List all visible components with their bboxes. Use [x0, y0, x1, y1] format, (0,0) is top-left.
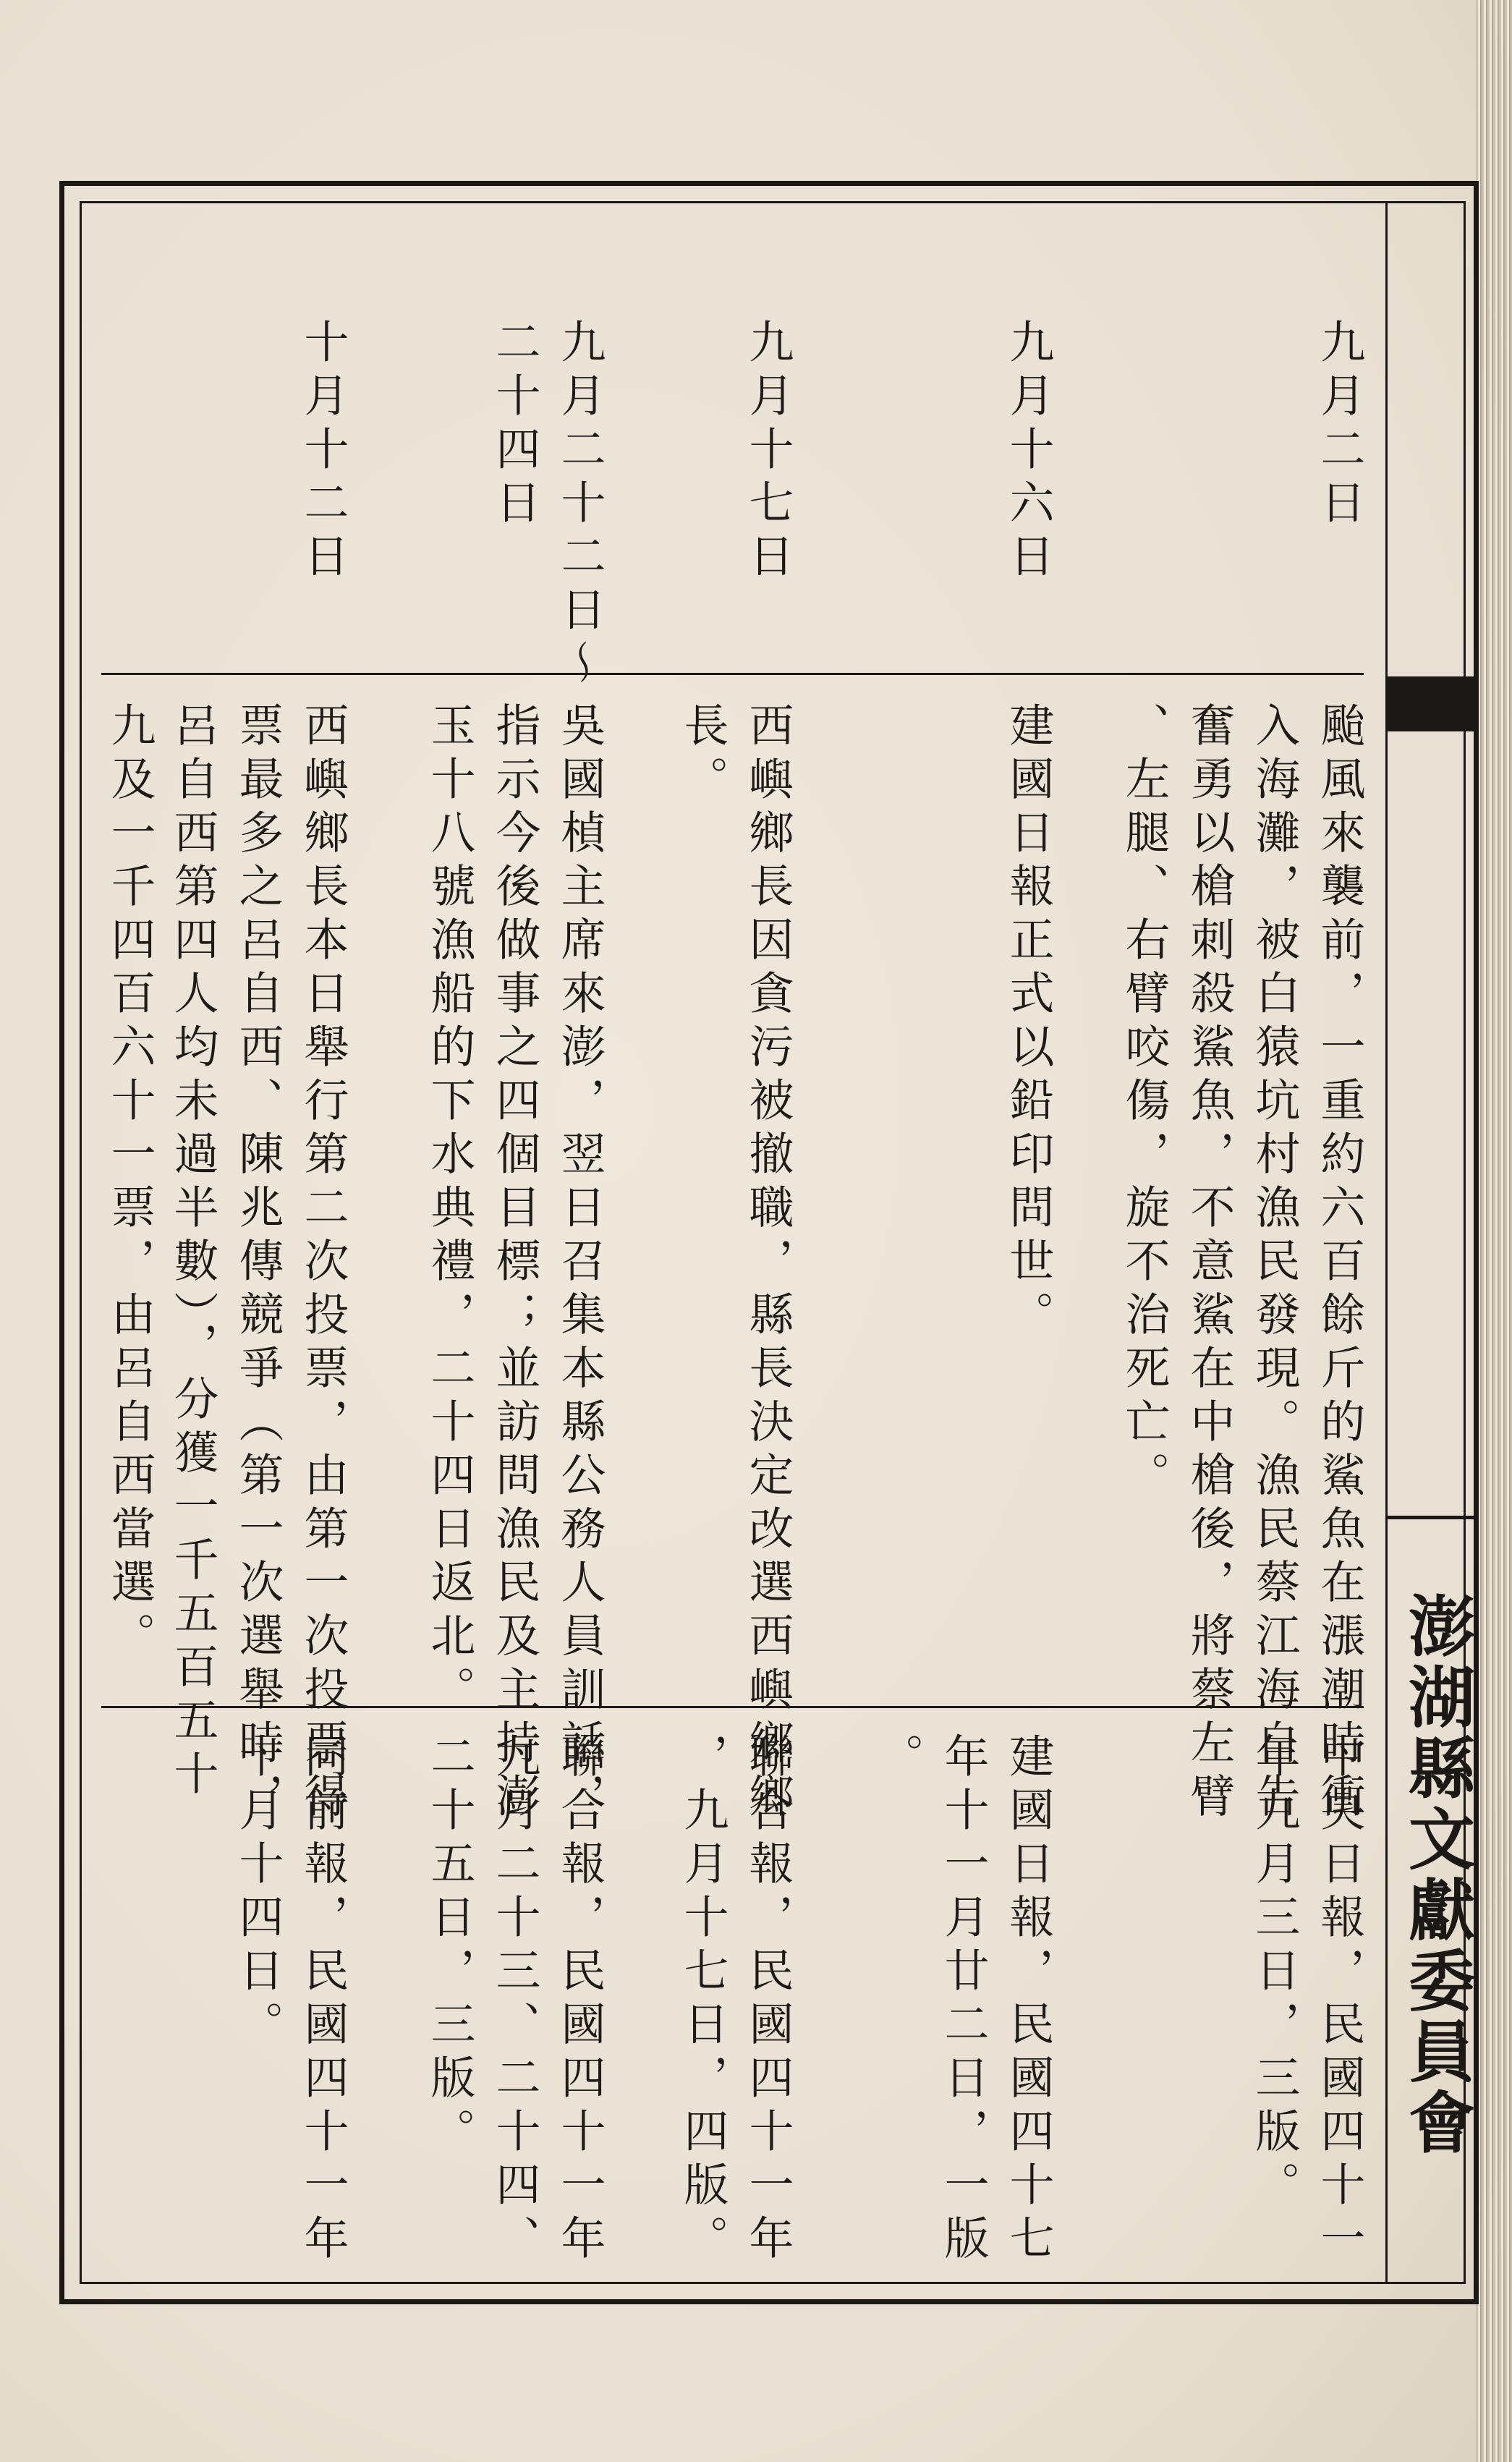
entry-source-line: ，九月十七日，四版。 — [676, 1733, 729, 2268]
entry-date: 九月二日 — [1313, 318, 1366, 532]
entry-date: 九月十六日 — [1002, 318, 1055, 586]
entry-source-line: 。 — [872, 1733, 925, 1786]
entry-date: 九月十七日 — [742, 318, 794, 586]
entry-text-line: 玉十八號漁船的下水典禮，二十四日返北。 — [423, 702, 476, 1719]
entry-text-line: 呂自西第四人均未過半數），分獲一千五百五十 — [166, 702, 219, 1804]
book-fore-edge — [1476, 0, 1512, 2462]
entry-text-line: 建國日報正式以鉛印問世。 — [1002, 702, 1055, 1344]
spine-divider — [1385, 201, 1388, 2284]
entry-source-line: 建國日報，民國四十七 — [1002, 1733, 1055, 2268]
entry-source-line: 聯合報，民國四十一年 — [742, 1733, 794, 2268]
entry-source-line: 年十一月廿二日，一版 — [937, 1733, 990, 2268]
entry-text-line: 吳國楨主席來澎，翌日召集本縣公務人員訓話， — [553, 702, 606, 1826]
entry-date: 九月二十二日～ — [553, 318, 606, 693]
entry-source-line: 年九月三日，三版。 — [1248, 1733, 1301, 2215]
entry-source-line: 聯合報，民國四十一年 — [553, 1733, 606, 2268]
spine-band — [1388, 676, 1479, 731]
entry-text-line: 九及一千四百六十一票，由呂自西當選。 — [103, 702, 156, 1665]
spine-title: 澎湖縣文獻委員會 — [1398, 1592, 1476, 2159]
entry-source-line: 九月二十三、二十四、 — [488, 1733, 541, 2268]
entry-date: 二十四日 — [488, 318, 541, 532]
entry-text-line: 指示今後做事之四個目標；並訪問漁民及主持澎 — [488, 702, 541, 1826]
entry-text-line: 西嶼鄉長本日舉行第二次投票，由第一次投票得 — [297, 702, 349, 1826]
entry-text-line: 長。 — [676, 702, 729, 809]
entry-text-line: 奮勇以槍刺殺鯊魚，不意鯊在中槍後，將蔡左臂 — [1183, 702, 1236, 1826]
entry-source-line: 同前報，民國四十一年 — [297, 1733, 349, 2268]
entry-text-line: 票最多之呂自西、陳兆傳競爭（第一次選舉時， — [232, 702, 284, 1826]
entry-source-line: 二十五日，三版。 — [423, 1733, 476, 2161]
entry-text-line: 西嶼鄉長因貪污被撤職，縣長決定改選西嶼鄉鄉 — [742, 702, 794, 1826]
entry-text-line: 颱風來襲前，一重約六百餘斤的鯊魚在漲潮時衝 — [1313, 702, 1366, 1826]
entry-source-line: 十月十四日。 — [232, 1733, 284, 2054]
entry-text-line: 、左腿、右臂咬傷，旋不治死亡。 — [1118, 702, 1171, 1505]
section-divider-upper — [101, 673, 1364, 675]
section-divider-lower — [101, 1706, 1364, 1708]
entry-source-line: 中央日報，民國四十一 — [1313, 1733, 1366, 2268]
entry-text-line: 入海灘，被白猿坑村漁民發現。漁民蔡江海自告 — [1248, 702, 1301, 1826]
entry-date: 十月十二日 — [297, 318, 349, 586]
spine-band-lower — [1388, 1516, 1479, 1519]
